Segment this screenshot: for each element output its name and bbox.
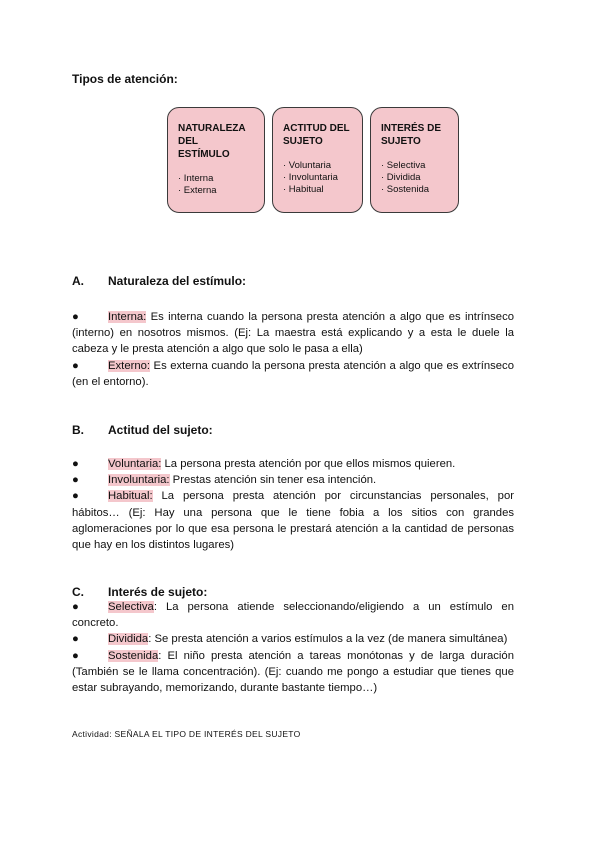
section-heading-a xyxy=(72,274,246,288)
definition: : Se presta atención a varios estímulos a la vez (de manera simultánea) xyxy=(148,633,508,646)
definition: Es externa cuando la persona presta atención a algo que es extrínseco (en el entorno). xyxy=(72,359,514,388)
box-item: · Voluntaria xyxy=(283,160,332,171)
list-item xyxy=(72,631,514,647)
page-title: Tipos de atención: xyxy=(72,72,178,86)
term: Habitual: xyxy=(108,490,153,503)
bullet: ● xyxy=(72,458,79,470)
section-letter: A. xyxy=(72,274,84,288)
bullet: ● xyxy=(72,649,79,662)
definition: : El niño presta atención a tareas monótonas y de larga duración (También se le llama concentración). (Ej: cuando me pongo a estudiar que tienes que estar subrayando, memorizando, durante bastante tiempo…) xyxy=(72,649,514,695)
section-title: Interés de sujeto: xyxy=(108,585,208,599)
section-title: Naturaleza del estímulo: xyxy=(108,274,247,288)
term: Interna: xyxy=(108,311,147,323)
section-heading-b xyxy=(72,423,213,437)
definition: Prestas atención sin tener esa intención. xyxy=(169,474,377,487)
section-b-body xyxy=(72,456,514,553)
list-item xyxy=(72,358,514,390)
box-heading: INTERÉS DE SUJETO xyxy=(381,123,442,147)
list-item xyxy=(72,472,514,488)
box-item: · Sostenida xyxy=(381,184,430,195)
box-heading: NATURALEZA DEL ESTÍMULO xyxy=(178,123,246,160)
definition: Es interna cuando la persona presta atención a algo que es intrínseco (interno) en nosotros mismos. (Ej: La maestra está explicando y a esta le duele la cabeza y le presta atención a algo que solo le pasa a ella) xyxy=(72,311,514,356)
box-item: · Selectiva xyxy=(381,160,426,171)
section-letter: B. xyxy=(72,423,84,437)
term: Dividida xyxy=(108,633,149,646)
list-item xyxy=(72,648,514,697)
bullet: ● xyxy=(72,474,79,487)
diagram-box-interes xyxy=(370,107,459,213)
list-item xyxy=(72,599,514,631)
definition: La persona presta atención por circunstancias personales, por hábitos… (Ej: Hay una persona que le tiene fobia a los sitios con grandes aglomeraciones por lo que esa persona le prestará atención a la cantidad de personas que hay en los distintos lugares) xyxy=(72,490,514,552)
box-item: · Dividida xyxy=(381,172,421,183)
term: Selectiva xyxy=(108,601,154,613)
bullet: ● xyxy=(72,359,79,372)
list-item xyxy=(72,456,514,472)
term: Sostenida xyxy=(108,649,159,662)
section-letter: C. xyxy=(72,585,84,599)
definition: : La persona atiende seleccionando/eligiendo a un estímulo en concreto. xyxy=(72,601,514,630)
section-title: Actitud del sujeto: xyxy=(108,423,213,437)
section-heading-c xyxy=(72,585,207,599)
section-c-body xyxy=(72,599,514,696)
term: Externo: xyxy=(108,359,151,372)
diagram-box-actitud xyxy=(272,107,363,213)
activity-instruction: Actividad: SEÑALA EL TIPO DE INTERÉS DEL SUJETO xyxy=(72,729,301,739)
bullet: ● xyxy=(72,311,79,323)
term: Voluntaria: xyxy=(108,458,162,470)
list-item xyxy=(72,309,514,358)
bullet: ● xyxy=(72,633,79,646)
box-item: · Habitual xyxy=(283,184,324,195)
diagram-box-naturaleza xyxy=(167,107,265,213)
definition: La persona presta atención por que ellos mismos quieren. xyxy=(161,458,456,470)
box-item: · Involuntaria xyxy=(283,172,338,183)
list-item xyxy=(72,488,514,553)
bullet: ● xyxy=(72,490,79,503)
section-a-body xyxy=(72,309,514,390)
box-item: · Externa xyxy=(178,185,217,196)
box-item: · Interna xyxy=(178,173,214,184)
term: Involuntaria: xyxy=(108,474,170,487)
box-heading: ACTITUD DEL SUJETO xyxy=(283,123,350,147)
bullet: ● xyxy=(72,601,79,613)
